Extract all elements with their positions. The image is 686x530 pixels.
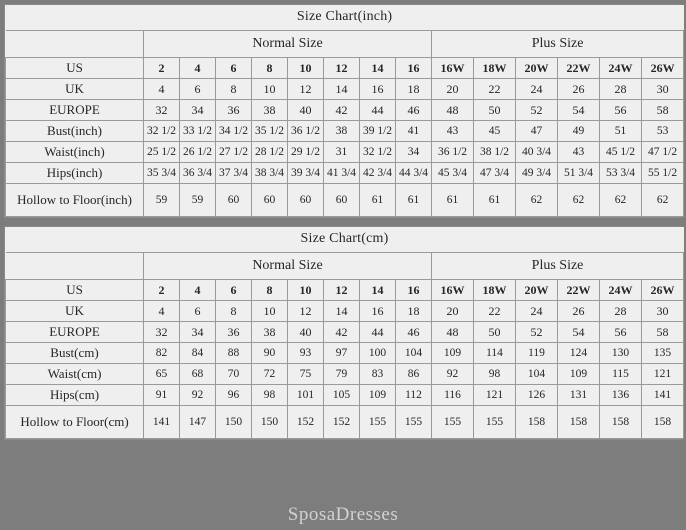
cell: 16 <box>360 79 396 100</box>
cell: 61 <box>396 184 432 217</box>
cell: 92 <box>180 385 216 406</box>
cell: 26W <box>642 58 684 79</box>
row-label: Waist(inch) <box>6 142 144 163</box>
row-label: Waist(cm) <box>6 364 144 385</box>
cell: 46 <box>396 100 432 121</box>
cell: 45 3/4 <box>432 163 474 184</box>
cell: 43 <box>432 121 474 142</box>
chart-title-row <box>6 227 684 253</box>
cell: 65 <box>144 364 180 385</box>
cell: 51 3/4 <box>558 163 600 184</box>
cell: 109 <box>432 343 474 364</box>
cell: 88 <box>216 343 252 364</box>
cell: 39 3/4 <box>288 163 324 184</box>
cell: 158 <box>642 406 684 439</box>
cell: 2 <box>144 58 180 79</box>
cell: 43 <box>558 142 600 163</box>
cell: 35 3/4 <box>144 163 180 184</box>
cell: 14 <box>360 58 396 79</box>
cell: 38 <box>324 121 360 142</box>
group-plus-size: Plus Size <box>432 31 684 58</box>
cell: 47 1/2 <box>642 142 684 163</box>
cell: 28 1/2 <box>252 142 288 163</box>
cell: 47 3/4 <box>474 163 516 184</box>
cell: 6 <box>180 79 216 100</box>
cell: 38 1/2 <box>474 142 516 163</box>
cell: 61 <box>360 184 396 217</box>
cell: 96 <box>216 385 252 406</box>
cell: 41 <box>396 121 432 142</box>
cell: 79 <box>324 364 360 385</box>
table-row <box>6 385 684 406</box>
cell: 60 <box>288 184 324 217</box>
cell: 48 <box>432 100 474 121</box>
cell: 109 <box>360 385 396 406</box>
cell: 42 3/4 <box>360 163 396 184</box>
cell: 152 <box>324 406 360 439</box>
chart-title: Size Chart(cm) <box>6 227 684 253</box>
cell: 45 1/2 <box>600 142 642 163</box>
cell: 155 <box>474 406 516 439</box>
table-row <box>6 184 684 217</box>
cell: 50 <box>474 322 516 343</box>
group-row-spacer <box>6 253 144 280</box>
cell: 44 3/4 <box>396 163 432 184</box>
cell: 14 <box>360 280 396 301</box>
cell: 72 <box>252 364 288 385</box>
cell: 46 <box>396 322 432 343</box>
cell: 91 <box>144 385 180 406</box>
cell: 26 1/2 <box>180 142 216 163</box>
cell: 12 <box>288 301 324 322</box>
cell: 116 <box>432 385 474 406</box>
cell: 58 <box>642 100 684 121</box>
cell: 100 <box>360 343 396 364</box>
cell: 92 <box>432 364 474 385</box>
row-label: Hollow to Floor(cm) <box>6 406 144 439</box>
table-row <box>6 58 684 79</box>
cell: 55 1/2 <box>642 163 684 184</box>
cell: 119 <box>516 343 558 364</box>
cell: 30 <box>642 301 684 322</box>
cell: 50 <box>474 100 516 121</box>
cell: 40 3/4 <box>516 142 558 163</box>
table-row <box>6 280 684 301</box>
cell: 59 <box>180 184 216 217</box>
cell: 44 <box>360 100 396 121</box>
cell: 12 <box>324 280 360 301</box>
cell: 158 <box>516 406 558 439</box>
cell: 104 <box>396 343 432 364</box>
cell: 54 <box>558 100 600 121</box>
table-row <box>6 406 684 439</box>
table-row <box>6 79 684 100</box>
cell: 10 <box>288 58 324 79</box>
cell: 86 <box>396 364 432 385</box>
cell: 8 <box>216 301 252 322</box>
cell: 112 <box>396 385 432 406</box>
cell: 124 <box>558 343 600 364</box>
cell: 115 <box>600 364 642 385</box>
cell: 60 <box>252 184 288 217</box>
cell: 42 <box>324 100 360 121</box>
cell: 48 <box>432 322 474 343</box>
cell: 131 <box>558 385 600 406</box>
table-row <box>6 322 684 343</box>
cell: 38 3/4 <box>252 163 288 184</box>
row-label: Bust(inch) <box>6 121 144 142</box>
row-label: EUROPE <box>6 322 144 343</box>
cell: 12 <box>324 58 360 79</box>
cell: 10 <box>288 280 324 301</box>
cell: 6 <box>216 58 252 79</box>
cell: 28 <box>600 79 642 100</box>
cell: 26 <box>558 79 600 100</box>
cell: 54 <box>558 322 600 343</box>
cell: 2 <box>144 280 180 301</box>
chart-title: Size Chart(inch) <box>6 5 684 31</box>
chart-group-row <box>6 31 684 58</box>
cell: 42 <box>324 322 360 343</box>
cell: 16 <box>396 58 432 79</box>
cell: 155 <box>360 406 396 439</box>
cell: 62 <box>642 184 684 217</box>
cell: 53 <box>642 121 684 142</box>
cell: 114 <box>474 343 516 364</box>
cell: 70 <box>216 364 252 385</box>
table-row <box>6 142 684 163</box>
cell: 22 <box>474 301 516 322</box>
group-plus-size: Plus Size <box>432 253 684 280</box>
group-row-spacer <box>6 31 144 58</box>
chart-title-row <box>6 5 684 31</box>
cell: 36 1/2 <box>432 142 474 163</box>
cell: 40 <box>288 322 324 343</box>
size-chart-cm-table <box>5 227 684 439</box>
table-row <box>6 343 684 364</box>
cell: 61 <box>432 184 474 217</box>
cell: 52 <box>516 100 558 121</box>
cell: 6 <box>180 301 216 322</box>
table-row <box>6 364 684 385</box>
cell: 30 <box>642 79 684 100</box>
cell: 6 <box>216 280 252 301</box>
cell: 93 <box>288 343 324 364</box>
cell: 16 <box>396 280 432 301</box>
cell: 34 <box>396 142 432 163</box>
cell: 36 <box>216 322 252 343</box>
cell: 20 <box>432 301 474 322</box>
cell: 20 <box>432 79 474 100</box>
cell: 8 <box>252 58 288 79</box>
cell: 75 <box>288 364 324 385</box>
cell: 135 <box>642 343 684 364</box>
cell: 62 <box>600 184 642 217</box>
row-label: Bust(cm) <box>6 343 144 364</box>
cell: 4 <box>144 301 180 322</box>
size-chart-inch <box>4 4 682 218</box>
row-label: US <box>6 280 144 301</box>
cell: 150 <box>216 406 252 439</box>
cell: 47 <box>516 121 558 142</box>
row-label: EUROPE <box>6 100 144 121</box>
cell: 8 <box>252 280 288 301</box>
size-chart-inch-table <box>5 5 684 217</box>
row-label: US <box>6 58 144 79</box>
cell: 36 <box>216 100 252 121</box>
cell: 22 <box>474 79 516 100</box>
cell: 12 <box>288 79 324 100</box>
cell: 20W <box>516 280 558 301</box>
watermark: SposaDresses <box>287 504 399 525</box>
cell: 33 1/2 <box>180 121 216 142</box>
cell: 60 <box>216 184 252 217</box>
cell: 32 1/2 <box>360 142 396 163</box>
chart-group-row <box>6 253 684 280</box>
cell: 136 <box>600 385 642 406</box>
cell: 60 <box>324 184 360 217</box>
cell: 26 <box>558 301 600 322</box>
row-label: Hips(inch) <box>6 163 144 184</box>
cell: 16 <box>360 301 396 322</box>
cell: 40 <box>288 100 324 121</box>
cell: 98 <box>474 364 516 385</box>
cell: 22W <box>558 280 600 301</box>
cell: 56 <box>600 100 642 121</box>
cell: 34 1/2 <box>216 121 252 142</box>
cell: 34 <box>180 322 216 343</box>
cell: 18 <box>396 301 432 322</box>
cell: 14 <box>324 301 360 322</box>
cell: 56 <box>600 322 642 343</box>
cell: 10 <box>252 79 288 100</box>
cell: 32 <box>144 100 180 121</box>
table-row <box>6 100 684 121</box>
cell: 18W <box>474 58 516 79</box>
cell: 158 <box>558 406 600 439</box>
cell: 147 <box>180 406 216 439</box>
cell: 16W <box>432 280 474 301</box>
cell: 90 <box>252 343 288 364</box>
cell: 49 3/4 <box>516 163 558 184</box>
cell: 4 <box>180 280 216 301</box>
cell: 155 <box>396 406 432 439</box>
cell: 49 <box>558 121 600 142</box>
cell: 38 <box>252 100 288 121</box>
cell: 38 <box>252 322 288 343</box>
cell: 18W <box>474 280 516 301</box>
cell: 52 <box>516 322 558 343</box>
cell: 82 <box>144 343 180 364</box>
cell: 10 <box>252 301 288 322</box>
cell: 121 <box>474 385 516 406</box>
cell: 58 <box>642 322 684 343</box>
cell: 109 <box>558 364 600 385</box>
cell: 16W <box>432 58 474 79</box>
table-row <box>6 301 684 322</box>
group-normal-size: Normal Size <box>144 31 432 58</box>
cell: 83 <box>360 364 396 385</box>
cell: 4 <box>180 58 216 79</box>
cell: 14 <box>324 79 360 100</box>
cell: 97 <box>324 343 360 364</box>
cell: 130 <box>600 343 642 364</box>
cell: 18 <box>396 79 432 100</box>
row-label: Hips(cm) <box>6 385 144 406</box>
cell: 35 1/2 <box>252 121 288 142</box>
cell: 59 <box>144 184 180 217</box>
cell: 34 <box>180 100 216 121</box>
cell: 29 1/2 <box>288 142 324 163</box>
cell: 61 <box>474 184 516 217</box>
cell: 24W <box>600 58 642 79</box>
cell: 24 <box>516 79 558 100</box>
cell: 25 1/2 <box>144 142 180 163</box>
cell: 27 1/2 <box>216 142 252 163</box>
cell: 155 <box>432 406 474 439</box>
cell: 31 <box>324 142 360 163</box>
cell: 39 1/2 <box>360 121 396 142</box>
cell: 126 <box>516 385 558 406</box>
cell: 141 <box>642 385 684 406</box>
table-row <box>6 163 684 184</box>
cell: 32 <box>144 322 180 343</box>
cell: 20W <box>516 58 558 79</box>
cell: 24 <box>516 301 558 322</box>
cell: 62 <box>516 184 558 217</box>
size-chart-cm <box>4 226 682 440</box>
cell: 98 <box>252 385 288 406</box>
cell: 105 <box>324 385 360 406</box>
cell: 121 <box>642 364 684 385</box>
cell: 24W <box>600 280 642 301</box>
cell: 141 <box>144 406 180 439</box>
cell: 101 <box>288 385 324 406</box>
cell: 36 3/4 <box>180 163 216 184</box>
cell: 152 <box>288 406 324 439</box>
cell: 26W <box>642 280 684 301</box>
cell: 150 <box>252 406 288 439</box>
group-normal-size: Normal Size <box>144 253 432 280</box>
cell: 36 1/2 <box>288 121 324 142</box>
cell: 41 3/4 <box>324 163 360 184</box>
row-label: UK <box>6 79 144 100</box>
cell: 53 3/4 <box>600 163 642 184</box>
cell: 62 <box>558 184 600 217</box>
cell: 22W <box>558 58 600 79</box>
table-row <box>6 121 684 142</box>
cell: 104 <box>516 364 558 385</box>
cell: 4 <box>144 79 180 100</box>
cell: 37 3/4 <box>216 163 252 184</box>
cell: 8 <box>216 79 252 100</box>
cell: 28 <box>600 301 642 322</box>
cell: 158 <box>600 406 642 439</box>
cell: 84 <box>180 343 216 364</box>
cell: 51 <box>600 121 642 142</box>
cell: 44 <box>360 322 396 343</box>
cell: 68 <box>180 364 216 385</box>
cell: 45 <box>474 121 516 142</box>
cell: 32 1/2 <box>144 121 180 142</box>
row-label: Hollow to Floor(inch) <box>6 184 144 217</box>
row-label: UK <box>6 301 144 322</box>
